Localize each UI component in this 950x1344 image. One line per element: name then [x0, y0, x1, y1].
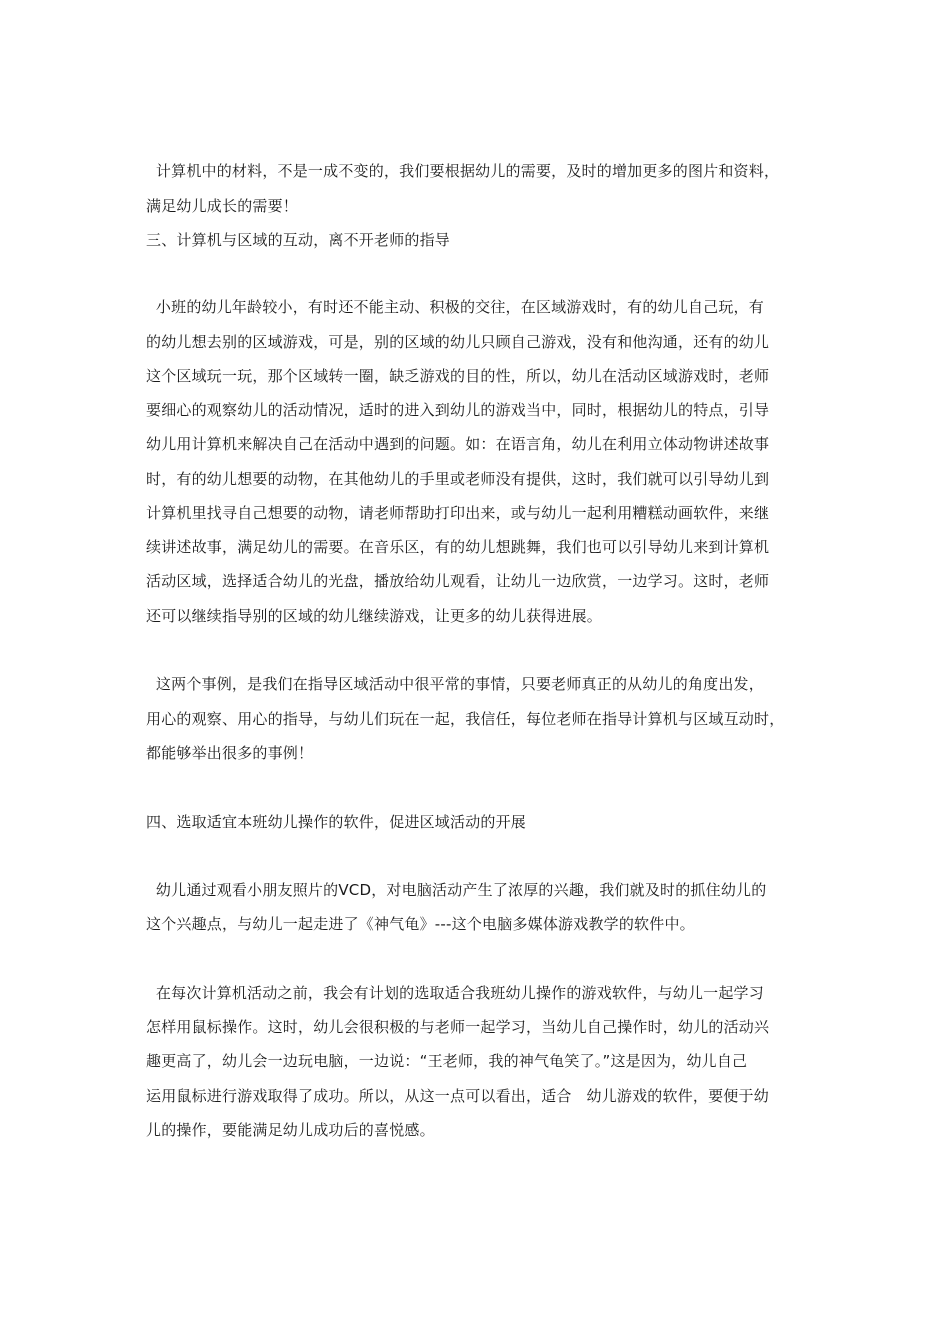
paragraph-line: 这个兴趣点，与幼儿一起走进了《神气龟》---这个电脑多媒体游戏教学的软件中。 — [146, 915, 695, 933]
section-heading: 三、计算机与区域的互动，离不开老师的指导 — [146, 231, 451, 249]
paragraph-line: 要细心的观察幼儿的活动情况，适时的进入到幼儿的游戏当中，同时，根据幼儿的特点，引导 — [146, 401, 770, 419]
paragraph-line: 都能够举出很多的事例！ — [146, 744, 314, 762]
paragraph-line: 运用鼠标进行游戏取得了成功。所以，从这一点可以看出，适合 幼儿游戏的软件，要便于幼 — [146, 1087, 769, 1105]
paragraph-line: 计算机中的材料，不是一成不变的，我们要根据幼儿的需要，及时的增加更多的图片和资料， — [146, 162, 780, 180]
paragraph-line: 趣更高了，幼儿会一边玩电脑，一边说：“王老师，我的神气龟笑了。”这是因为，幼儿自己 — [146, 1052, 748, 1070]
paragraph-line: 幼儿通过观看小朋友照片的VCD，对电脑活动产生了浓厚的兴趣，我们就及时的抓住幼儿的 — [146, 881, 767, 899]
paragraph-line: 的幼儿想去别的区域游戏，可是，别的区域的幼儿只顾自己游戏，没有和他沟通，还有的幼儿 — [146, 333, 770, 351]
paragraph-line: 时，有的幼儿想要的动物，在其他幼儿的手里或老师没有提供，这时，我们就可以引导幼儿到 — [146, 470, 770, 488]
paragraph-line: 这个区域玩一玩，那个区域转一圈，缺乏游戏的目的性，所以，幼儿在活动区域游戏时，老师 — [146, 367, 770, 385]
paragraph-line: 活动区域，选择适合幼儿的光盘，播放给幼儿观看，让幼儿一边欣赏，一边学习。这时，老师 — [146, 572, 770, 590]
paragraph-line: 续讲述故事，满足幼儿的需要。在音乐区，有的幼儿想跳舞，我们也可以引导幼儿来到计算机 — [146, 538, 770, 556]
paragraph-line: 满足幼儿成长的需要！ — [146, 197, 299, 215]
paragraph-line: 怎样用鼠标操作。这时，幼儿会很积极的与老师一起学习，当幼儿自己操作时，幼儿的活动兴 — [146, 1018, 770, 1036]
paragraph-line: 用心的观察、用心的指导，与幼儿们玩在一起，我信任，每位老师在指导计算机与区域互动时， — [146, 710, 785, 728]
section-heading: 四、选取适宜本班幼儿操作的软件，促进区域活动的开展 — [146, 813, 527, 831]
paragraph-line: 儿的操作，要能满足幼儿成功后的喜悦感。 — [146, 1121, 435, 1139]
paragraph-line: 在每次计算机活动之前，我会有计划的选取适合我班幼儿操作的游戏软件，与幼儿一起学习 — [146, 984, 764, 1002]
paragraph-line: 幼儿用计算机来解决自己在活动中遇到的问题。如：在语言角，幼儿在利用立体动物讲述故事 — [146, 435, 770, 453]
paragraph-line: 小班的幼儿年龄较小，有时还不能主动、积极的交往，在区域游戏时，有的幼儿自己玩，有 — [146, 298, 764, 316]
paragraph-line: 计算机里找寻自己想要的动物，请老师帮助打印出来，或与幼儿一起利用糟糕动画软件，来继 — [146, 504, 770, 522]
paragraph-line: 还可以继续指导别的区域的幼儿继续游戏，让更多的幼儿获得进展。 — [146, 607, 603, 625]
paragraph-line: 这两个事例，是我们在指导区域活动中很平常的事情，只要老师真正的从幼儿的角度出发， — [146, 675, 764, 693]
